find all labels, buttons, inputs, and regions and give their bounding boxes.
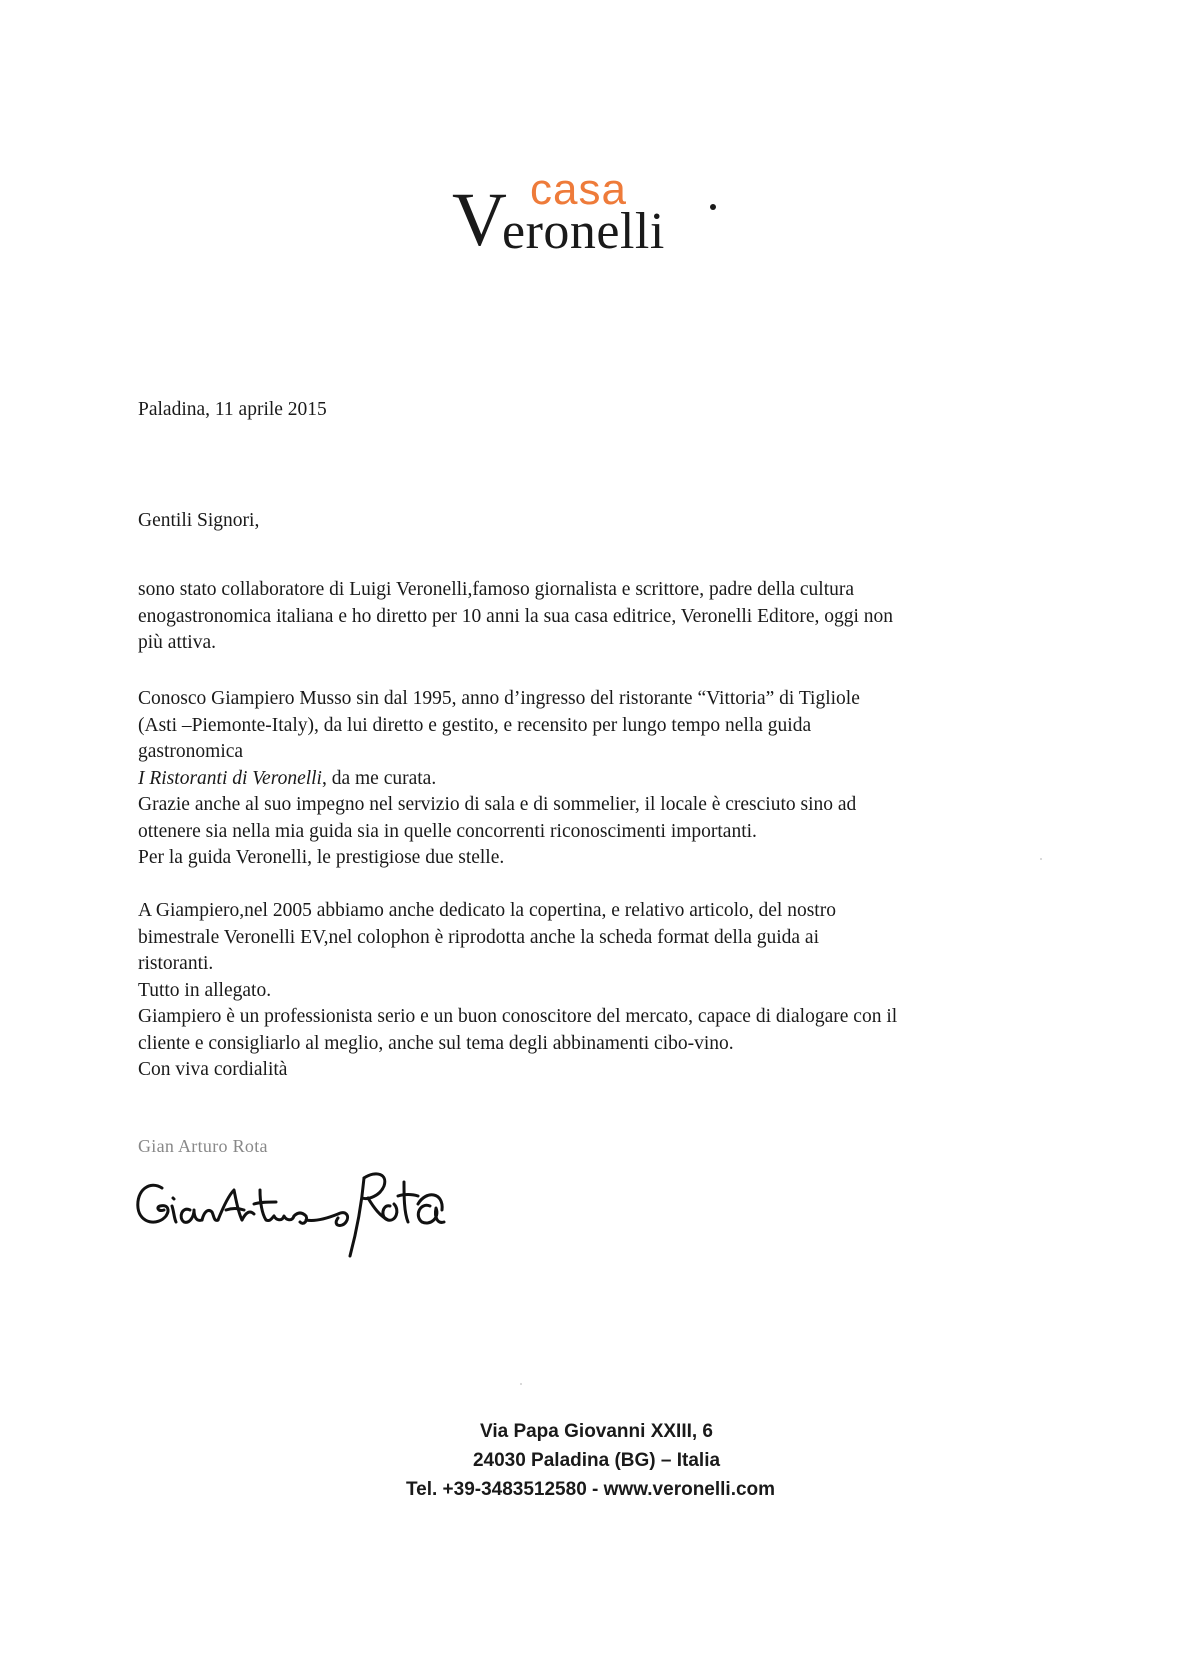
text-line: Tutto in allegato. [138, 979, 272, 1001]
text-line: Giampiero è un professionista serio e un buon conoscitore del mercato, capace di dialogare con il [138, 1006, 898, 1027]
logo-initial: V [452, 178, 507, 262]
text-line [138, 766, 1058, 793]
letter-date: Paladina, 11 aprile 2015 [138, 399, 327, 420]
guide-title: I Ristoranti di Veronelli [138, 767, 322, 789]
text-line: ottenere sia nella mia guida sia in quelle concorrenti riconoscimenti importanti. [138, 820, 757, 842]
letter-salutation: Gentili Signori, [138, 510, 260, 531]
guide-title-suffix: , da me curata. [321, 767, 437, 789]
letterhead-footer [0, 1417, 1181, 1504]
letter-paragraph-3 [138, 898, 1058, 1084]
letter-paragraph-1 [138, 577, 1058, 657]
text-line: Per la guida Veronelli, le prestigiose due stelle. [138, 847, 505, 868]
text-line: bimestrale Veronelli EV,nel colophon è riprodotta anche la scheda format della guida ai [138, 926, 820, 948]
text-line: più attiva. [138, 632, 216, 653]
letter-paragraph-2 [138, 686, 1058, 872]
logo-name-text: eronelli [502, 203, 665, 260]
text-line: Con viva cordialità [138, 1059, 288, 1080]
scan-speck [1040, 858, 1042, 860]
casa-veronelli-logo [452, 165, 742, 264]
footer-address-line-1: Via Papa Giovanni XXIII, 6 [479, 1421, 714, 1442]
text-line: gastronomica [138, 741, 244, 762]
footer-address-line-2: 24030 Paladina (BG) – Italia [472, 1450, 721, 1471]
text-line: (Asti –Piemonte-Italy), da lui diretto e gestito, e recensito per lungo tempo nella guida [138, 714, 812, 736]
text-line: Grazie anche al suo impegno nel servizio di sala e di sommelier, il locale è cresciuto sino ad [138, 794, 857, 815]
text-line: ristoranti. [138, 953, 214, 974]
footer-contact-line: Tel. +39-3483512580 - www.veronelli.com [405, 1479, 776, 1500]
text-line: A Giampiero,nel 2005 abbiamo anche dedicato la copertina, e relativo articolo, del nostro [138, 900, 836, 921]
logo-casa-text: casa [530, 165, 627, 214]
scan-speck [520, 1383, 522, 1385]
logo-dot [710, 204, 716, 210]
text-line: enogastronomica italiana e ho diretto per 10 anni la sua casa editrice, Veronelli Editore, oggi non [138, 605, 894, 627]
text-line: Conosco Giampiero Musso sin dal 1995, anno d’ingresso del ristorante “Vittoria” di Tigliole [138, 688, 860, 709]
text-line: cliente e consigliarlo al meglio, anche sul tema degli abbinamenti cibo-vino. [138, 1032, 734, 1054]
text-line: sono stato collaboratore di Luigi Veronelli,famoso giornalista e scrittore, padre della cultura [138, 579, 855, 600]
handwritten-signature [132, 1160, 472, 1260]
signer-name: Gian Arturo Rota [138, 1136, 268, 1156]
